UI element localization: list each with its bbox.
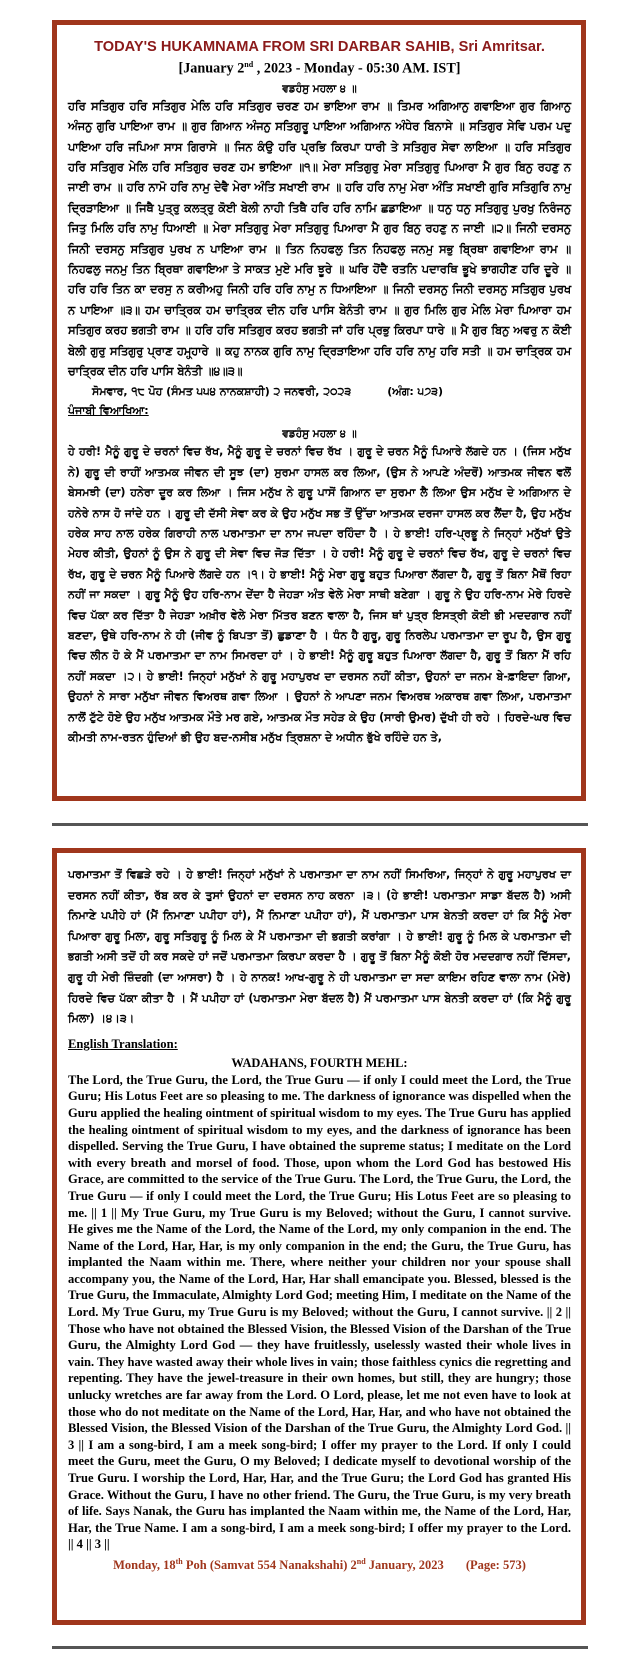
gurbani-heading: ਵਡਹੰਸੁ ਮਹਲਾ ੪ ॥ (282, 82, 357, 95)
gurmukhi-date-line (68, 382, 571, 402)
english-translation-label: English Translation: (68, 1036, 178, 1051)
footer-date-line: Monday, 18th Poh (Samvat 554 Nanakshahi) 2nd January, 2023 (Page: 573) (113, 1556, 526, 1573)
punjabi-explanation-part1: ਹੇ ਹਰੀ! ਮੈਨੂੰ ਗੁਰੂ ਦੇ ਚਰਨਾਂ ਵਿਚ ਰੱਖ, ਮੈਨੂੰ ਗੁਰੂ ਦੇ ਚਰਨਾਂ ਵਿਚ ਰੱਖ । ਗੁਰੂ ਦੇ ਚਰਨ ਮੈਨੂੰ ਪਿਆਰੇ ਲੱਗਦੇ ਹਨ । (ਜਿਸ ਮਨੁੱਖ ਨੇ) ਗੁਰੂ ਦੀ ਰਾਹੀਂ ਆਤਮਕ ਜੀਵਨ ਦੀ ਸੂਝ (ਦਾ) ਸੁਰਮਾ ਹਾਸਲ ਕਰ ਲਿਆ, (ਉਸ ਨੇ ਆਪਣੇ ਅੰਦਰੋਂ) ਆਤਮਕ ਜੀਵਨ ਵਲੋਂ ਬੇਸਮਝੀ (ਦਾ) ਹਨੇਰਾ ਦੂਰ ਕਰ ਲਿਆ । ਜਿਸ ਮਨੁੱਖ ਨੇ ਗੁਰੂ ਪਾਸੋਂ ਗਿਆਨ ਦਾ ਸੁਰਮਾ ਲੈ ਲਿਆ ਉਸ ਮਨੁੱਖ ਦੇ ਅਗਿਆਨ ਦੇ ਹਨੇਰੇ ਨਾਸ ਹੋ ਜਾਂਦੇ ਹਨ । ਗੁਰੂ ਦੀ ਦੱਸੀ ਸੇਵਾ ਕਰ ਕੇ ਉਹ ਮਨੁੱਖ ਸਭ ਤੋਂ ਉੱਚਾ ਆਤਮਕ ਦਰਜਾ ਹਾਸਲ ਕਰ ਲੈਂਦਾ ਹੈ, ਉਹ ਮਨੁੱਖ ਹਰੇਕ ਸਾਹ ਨਾਲ ਹਰੇਕ ਗਿਰਾਹੀ ਨਾਲ ਪਰਮਾਤਮਾ ਦਾ ਨਾਮ ਜਪਦਾ ਰਹਿੰਦਾ ਹੈ । ਹੇ ਭਾਈ! ਹਰਿ-ਪ੍ਰਭੂ ਨੇ ਜਿਨ੍ਹਾਂ ਮਨੁੱਖਾਂ ਉਤੇ ਮੇਹਰ ਕੀਤੀ, ਉਹਨਾਂ ਨੂੰ ਉਸ ਨੇ ਗੁਰੂ ਦੀ ਸੇਵਾ ਵਿਚ ਜੋੜ ਦਿੱਤਾ । ਹੇ ਹਰੀ! ਮੈਨੂੰ ਗੁਰੂ ਦੇ ਚਰਨਾਂ ਵਿਚ ਰੱਖ, ਗੁਰੂ ਦੇ ਚਰਨਾਂ ਵਿਚ ਰੱਖ, ਗੁਰੂ ਦੇ ਚਰਨ ਮੈਨੂੰ ਪਿਆਰੇ ਲੱਗਦੇ ਹਨ ।੧। ਹੇ ਭਾਈ! ਮੈਨੂੰ ਮੇਰਾ ਗੁਰੂ ਬਹੁਤ ਪਿਆਰਾ ਲੱਗਦਾ ਹੈ, ਗੁਰੂ ਤੋਂ ਬਿਨਾ ਮੈਥੋਂ ਰਿਹਾ ਨਹੀਂ ਜਾ ਸਕਦਾ । ਗੁਰੂ ਮੈਨੂੰ ਉਹ ਹਰਿ-ਨਾਮ ਦੇਂਦਾ ਹੈ ਜੇਹੜਾ ਅੰਤ ਵੇਲੇ ਮੇਰਾ ਸਾਥੀ ਬਣੇਗਾ । ਗੁਰੂ ਨੇ ਉਹ ਹਰਿ-ਨਾਮ ਮੇਰੇ ਹਿਰਦੇ ਵਿਚ ਪੱਕਾ ਕਰ ਦਿੱਤਾ ਹੈ ਜੇਹੜਾ ਅਖ਼ੀਰ ਵੇਲੇ ਮੇਰਾ ਮਿੱਤਰ ਬਣਨ ਵਾਲਾ ਹੈ, ਜਿਸ ਥਾਂ ਪੁਤ੍ਰ ਇਸਤ੍ਰੀ ਕੋਈ ਭੀ ਮਦਦਗਾਰ ਨਹੀਂ ਬਣਦਾ, ਉਥੇ ਹਰਿ-ਨਾਮ ਨੇ ਹੀ (ਜੀਵ ਨੂੰ ਬਿਪਤਾ ਤੋਂ) ਛੁਡਾਣਾ ਹੈ । ਧੰਨ ਹੈ ਗੁਰੂ, ਗੁਰੂ ਨਿਰਲੇਪ ਪਰਮਾਤਮਾ ਦਾ ਰੂਪ ਹੈ, ਉਸ ਗੁਰੂ ਵਿਚ ਲੀਨ ਹੋ ਕੇ ਮੈਂ ਪਰਮਾਤਮਾ ਦਾ ਨਾਮ ਸਿਮਰਦਾ ਹਾਂ । ਹੇ ਭਾਈ! ਮੈਨੂੰ ਗੁਰੂ ਬਹੁਤ ਪਿਆਰਾ ਲੱਗਦਾ ਹੈ, ਗੁਰੂ ਤੋਂ ਬਿਨਾ ਮੈਂ ਰਹਿ ਨਹੀਂ ਸਕਦਾ ।੨। ਹੇ ਭਾਈ! ਜਿਨ੍ਹਾਂ ਮਨੁੱਖਾਂ ਨੇ ਗੁਰੂ ਮਹਾਪੁਰਖ ਦਾ ਦਰਸਨ ਨਹੀਂ ਕੀਤਾ, ਉਹਨਾਂ ਦਾ ਜਨਮ ਬੇ-ਫ਼ਾਇਦਾ ਗਿਆ, ਉਹਨਾਂ ਨੇ ਸਾਰਾ ਮਨੁੱਖਾ ਜੀਵਨ ਵਿਅਰਥ ਗਵਾ ਲਿਆ । ਉਹਨਾਂ ਨੇ ਆਪਣਾ ਜਨਮ ਵਿਅਰਥ ਅਕਾਰਥ ਗਵਾ ਲਿਆ, ਪਰਮਾਤਮਾ ਨਾਲੋਂ ਟੁੱਟੇ ਹੋਏ ਉਹ ਮਨੁੱਖ ਆਤਮਕ ਮੌਤੇ ਮਰ ਗਏ, ਆਤਮਕ ਮੌਤ ਸਹੇੜ ਕੇ ਉਹ (ਸਾਰੀ ਉਮਰ) ਦੁੱਖੀ ਹੀ ਰਹੇ । ਹਿਰਦੇ-ਘਰ ਵਿਚ ਕੀਮਤੀ ਨਾਮ-ਰਤਨ ਹੁੰਦਿਆਂ ਭੀ ਉਹ ਬਦ-ਨਸੀਬ ਮਨੁੱਖ ਤ੍ਰਿਸ਼ਨਾ ਦੇ ਅਧੀਨ ਭੁੱਖੇ ਰਹਿੰਦੇ ਹਨ ਤੇ, (68, 445, 571, 745)
punjabi-explanation-part2: ਪਰਮਾਤਮਾ ਤੋਂ ਵਿਛੜੇ ਰਹੇ । ਹੇ ਭਾਈ! ਜਿਨ੍ਹਾਂ ਮਨੁੱਖਾਂ ਨੇ ਪਰਮਾਤਮਾ ਦਾ ਨਾਮ ਨਹੀਂ ਸਿਮਰਿਆ, ਜਿਨ੍ਹਾਂ ਨੇ ਗੁਰੂ ਮਹਾਪੁਰਖ ਦਾ ਦਰਸਨ ਨਹੀਂ ਕੀਤਾ, ਰੱਬ ਕਰ ਕੇ ਤੁਸਾਂ ਉਹਨਾਂ ਦਾ ਦਰਸਨ ਨਾਹ ਕਰਨਾ ।੩। (ਹੇ ਭਾਈ! ਪਰਮਾਤਮਾ ਸਾਡਾ ਬੱਦਲ ਹੈ) ਅਸੀ ਨਿਮਾਣੇ ਪਪੀਹੇ ਹਾਂ (ਮੈਂ ਨਿਮਾਣਾ ਪਪੀਹਾ ਹਾਂ), ਮੈਂ ਨਿਮਾਣਾ ਪਪੀਹਾ ਹਾਂ), ਮੈਂ ਪਰਮਾਤਮਾ ਪਾਸ ਬੇਨਤੀ ਕਰਦਾ ਹਾਂ ਕਿ ਮੈਨੂੰ ਮੇਰਾ ਪਿਆਰਾ ਗੁਰੂ ਮਿਲਾ, ਗੁਰੂ ਸਤਿਗੁਰੂ ਨੂੰ ਮਿਲ ਕੇ ਮੈਂ ਪਰਮਾਤਮਾ ਦੀ ਭਗਤੀ ਕਰਾਂਗਾ । ਹੇ ਭਾਈ! ਗੁਰੂ ਨੂੰ ਮਿਲ ਕੇ ਪਰਮਾਤਮਾ ਦੀ ਭਗਤੀ ਅਸੀ ਤਦੋਂ ਹੀ ਕਰ ਸਕਦੇ ਹਾਂ ਜਦੋਂ ਪਰਮਾਤਮਾ ਕਿਰਪਾ ਕਰਦਾ ਹੈ । ਗੁਰੂ ਤੋਂ ਬਿਨਾ ਮੈਨੂੰ ਕੋਈ ਹੋਰ ਮਦਦਗਾਰ ਨਹੀਂ ਦਿੱਸਦਾ, ਗੁਰੂ ਹੀ ਮੇਰੀ ਜ਼ਿੰਦਗੀ (ਦਾ ਆਸਰਾ) ਹੈ । ਹੇ ਨਾਨਕ! ਆਖ-ਗੁਰੂ ਨੇ ਹੀ ਪਰਮਾਤਮਾ ਦਾ ਸਦਾ ਕਾਇਮ ਰਹਿਣ ਵਾਲਾ ਨਾਮ (ਮੇਰੇ) ਹਿਰਦੇ ਵਿਚ ਪੱਕਾ ਕੀਤਾ ਹੈ । ਮੈਂ ਪਪੀਹਾ ਹਾਂ (ਪਰਮਾਤਮਾ ਮੇਰਾ ਬੱਦਲ ਹੈ) ਮੈਂ ਪਰਮਾਤਮਾ ਪਾਸ ਬੇਨਤੀ ਕਰਦਾ ਹਾਂ (ਕਿ ਮੈਨੂੰ ਗੁਰੂ ਮਿਲਾ) ।੪।੩। (68, 868, 571, 1026)
english-heading: WADAHANS, FOURTH MEHL: (231, 1055, 408, 1070)
ang-number: (ਅੰਗ: ੫੭੩) (387, 385, 444, 399)
page-title: TODAY'S HUKAMNAMA FROM SRI DARBAR SAHIB, Sri Amritsar. (94, 39, 545, 55)
punjabi-heading: ਵਡਹੰਸੁ ਮਹਲਾ ੪ ॥ (282, 428, 357, 441)
hukamnama-panel-bottom (52, 848, 586, 1625)
bottom-separator (52, 1646, 588, 1649)
punjabi-explanation-label: ਪੰਜਾਬੀ ਵਿਆਖਿਆ: (68, 404, 149, 418)
gurbani-text: ਹਰਿ ਸਤਿਗੁਰ ਹਰਿ ਸਤਿਗੁਰ ਮੇਲਿ ਹਰਿ ਸਤਿਗੁਰ ਚਰਣ ਹਮ ਭਾਇਆ ਰਾਮ ॥ ਤਿਮਰ ਅਗਿਆਨੁ ਗਵਾਇਆ ਗੁਰ ਗਿਆਨੁ ਅੰਜਨੁ ਗੁਰਿ ਪਾਇਆ ਰਾਮ ॥ ਗੁਰ ਗਿਆਨ ਅੰਜਨੁ ਸਤਿਗੁਰੂ ਪਾਇਆ ਅਗਿਆਨ ਅੰਧੇਰ ਬਿਨਾਸੇ ॥ ਸਤਿਗੁਰ ਸੇਵਿ ਪਰਮ ਪਦੁ ਪਾਇਆ ਹਰਿ ਜਪਿਆ ਸਾਸ ਗਿਰਾਸੇ ॥ ਜਿਨ ਕੰਉ ਹਰਿ ਪ੍ਰਭਿ ਕਿਰਪਾ ਧਾਰੀ ਤੇ ਸਤਿਗੁਰ ਸੇਵਾ ਲਾਇਆ ॥ ਹਰਿ ਸਤਿਗੁਰ ਹਰਿ ਸਤਿਗੁਰ ਮੇਲਿ ਹਰਿ ਸਤਿਗੁਰ ਚਰਣ ਹਮ ਭਾਇਆ ॥੧॥ ਮੇਰਾ ਸਤਿਗੁਰੁ ਮੇਰਾ ਸਤਿਗੁਰੁ ਪਿਆਰਾ ਮੈ ਗੁਰ ਬਿਨੁ ਰਹਣੁ ਨ ਜਾਈ ਰਾਮ ॥ ਹਰਿ ਨਾਮੋ ਹਰਿ ਨਾਮੁ ਦੇਵੈ ਮੇਰਾ ਅੰਤਿ ਸਖਾਈ ਰਾਮ ॥ ਹਰਿ ਹਰਿ ਨਾਮੁ ਮੇਰਾ ਅੰਤਿ ਸਖਾਈ ਗੁਰਿ ਸਤਿਗੁਰਿ ਨਾਮੁ ਦ੍ਰਿੜਾਇਆ ॥ ਜਿਥੈ ਪੁਤ੍ਰੁ ਕਲਤ੍ਰੁ ਕੋਈ ਬੇਲੀ ਨਾਹੀ ਤਿਥੈ ਹਰਿ ਹਰਿ ਨਾਮਿ ਛਡਾਇਆ ॥ ਧਨੁ ਧਨੁ ਸਤਿਗੁਰੁ ਪੁਰਖੁ ਨਿਰੰਜਨੁ ਜਿਤੁ ਮਿਲਿ ਹਰਿ ਨਾਮੁ ਧਿਆਈ ॥ ਮੇਰਾ ਸਤਿਗੁਰੁ ਮੇਰਾ ਸਤਿਗੁਰੁ ਪਿਆਰਾ ਮੈ ਗੁਰ ਬਿਨੁ ਰਹਣੁ ਨ ਜਾਈ ॥੨॥ ਜਿਨੀ ਦਰਸਨੁ ਜਿਨੀ ਦਰਸਨੁ ਸਤਿਗੁਰ ਪੁਰਖ ਨ ਪਾਇਆ ਰਾਮ ॥ ਤਿਨ ਨਿਹਫਲੁ ਤਿਨ ਨਿਹਫਲੁ ਜਨਮੁ ਸਭੁ ਬ੍ਰਿਥਾ ਗਵਾਇਆ ਰਾਮ ॥ ਨਿਹਫਲੁ ਜਨਮੁ ਤਿਨ ਬ੍ਰਿਥਾ ਗਵਾਇਆ ਤੇ ਸਾਕਤ ਮੁਏ ਮਰਿ ਝੂਰੇ ॥ ਘਰਿ ਹੋਂਦੈ ਰਤਨਿ ਪਦਾਰਥਿ ਭੂਖੇ ਭਾਗਹੀਣ ਹਰਿ ਦੂਰੇ ॥ ਹਰਿ ਹਰਿ ਤਿਨ ਕਾ ਦਰਸੁ ਨ ਕਰੀਅਹੁ ਜਿਨੀ ਹਰਿ ਹਰਿ ਨਾਮੁ ਨ ਧਿਆਇਆ ॥ ਜਿਨੀ ਦਰਸਨੁ ਜਿਨੀ ਦਰਸਨੁ ਸਤਿਗੁਰ ਪੁਰਖ ਨ ਪਾਇਆ ॥੩॥ ਹਮ ਚਾਤ੍ਰਿਕ ਹਮ ਚਾਤ੍ਰਿਕ ਦੀਨ ਹਰਿ ਪਾਸਿ ਬੇਨੰਤੀ ਰਾਮ ॥ ਗੁਰ ਮਿਲਿ ਗੁਰ ਮੇਲਿ ਮੇਰਾ ਪਿਆਰਾ ਹਮ ਸਤਿਗੁਰ ਕਰਹ ਭਗਤੀ ਰਾਮ ॥ ਹਰਿ ਹਰਿ ਸਤਿਗੁਰ ਕਰਹ ਭਗਤੀ ਜਾਂ ਹਰਿ ਪ੍ਰਭੁ ਕਿਰਪਾ ਧਾਰੇ ॥ ਮੈ ਗੁਰ ਬਿਨੁ ਅਵਰੁ ਨ ਕੋਈ ਬੇਲੀ ਗੁਰੁ ਸਤਿਗੁਰੁ ਪ੍ਰਾਣ ਹਮ੍ਹ੍ਹਾਰੇ ॥ ਕਹੁ ਨਾਨਕ ਗੁਰਿ ਨਾਮੁ ਦ੍ਰਿੜਾਇਆ ਹਰਿ ਹਰਿ ਨਾਮੁ ਹਰਿ ਸਤੀ ॥ ਹਮ ਚਾਤ੍ਰਿਕ ਹਮ ਚਾਤ੍ਰਿਕ ਦੀਨ ਹਰਿ ਪਾਸਿ ਬੇਨੰਤੀ ॥੪॥੩॥ (68, 99, 571, 379)
gurmukhi-date: ਸੋਮਵਾਰ, ੧੮ ਪੋਹ (ਸੰਮਤ ੫੫੪ ਨਾਨਕਸ਼ਾਹੀ) ੨ ਜਨਵਰੀ, ੨੦੨੩ (92, 385, 352, 399)
hukamnama-panel-top (52, 20, 586, 801)
footer-page-number: (Page: 573) (465, 1558, 526, 1573)
panel-separator (52, 823, 588, 826)
english-translation-text: The Lord, the True Guru, the Lord, the True Guru — if only I could meet the Lord, the True Guru; His Lotus Feet are so pleasing to me. The darkness of ignorance was dispelled when the Guru applied the healing ointment of spiritual wisdom to my eyes. The True Guru has applied the healing ointment of spiritual wisdom to my eyes, and the darkness of ignorance has been dispelled. Serving the True Guru, I have obtained the supreme status; I meditate on the Lord with every breath and morsel of food. Those, upon whom the Lord God has bestowed His Grace, are committed to the service of the True Guru. The Lord, the True Guru, the Lord, the True Guru — if only I could meet the Lord, the True Guru; His Lotus Feet are so pleasing to me. || 1 || My True Guru, my True Guru is my Beloved; without the Guru, I cannot survive. He gives me the Name of the Lord, the Name of the Lord, my only companion in the end. The Name of the Lord, Har, Har, is my only companion in the end; the Guru, the True Guru, has implanted the Naam within me. There, where neither your children nor your spouse shall accompany you, the Name of the Lord, Har, Har shall emancipate you. Blessed, blessed is the True Guru, the Immaculate, Almighty Lord God; meeting Him, I meditate on the Name of the Lord. My True Guru, my True Guru is my Beloved; without the Guru, I cannot survive. || 2 || Those who have not obtained the Blessed Vision, the Blessed Vision of the Darshan of the True Guru, the Almighty Lord God — they have fruitlessly, uselessly wasted their whole lives in vain. They have wasted away their whole lives in vain; those faithless cynics die regretting and repenting. They have the jewel-treasure in their own homes, but still, they are hungry; those unlucky wretches are far away from the Lord. O Lord, please, let me not even have to look at those who do not meditate on the Name of the Lord, Har, Har, and who have not obtained the Blessed Vision, the Blessed Vision of the Darshan of the True Guru, the Almighty Lord God. || 3 || I am a song-bird, I am a meek song-bird; I offer my prayer to the Lord. If only I could meet the Guru, meet the Guru, O my Beloved; I dedicate myself to devotional worship of the True Guru. I worship the Lord, Har, Har, and the True Guru; the Lord God has granted His Grace. Without the Guru, I have no other friend. The Guru, the True Guru, is my very breath of life. Says Nanak, the Guru has implanted the Naam within me, the Name of the Lord, Har, Har, the True Name. I am a song-bird, I am a meek song-bird; I offer my prayer to the Lord. || 4 || 3 || (68, 1072, 571, 1552)
date-time-line: [January 2nd , 2023 - Monday - 05:30 AM. IST] (178, 60, 461, 77)
